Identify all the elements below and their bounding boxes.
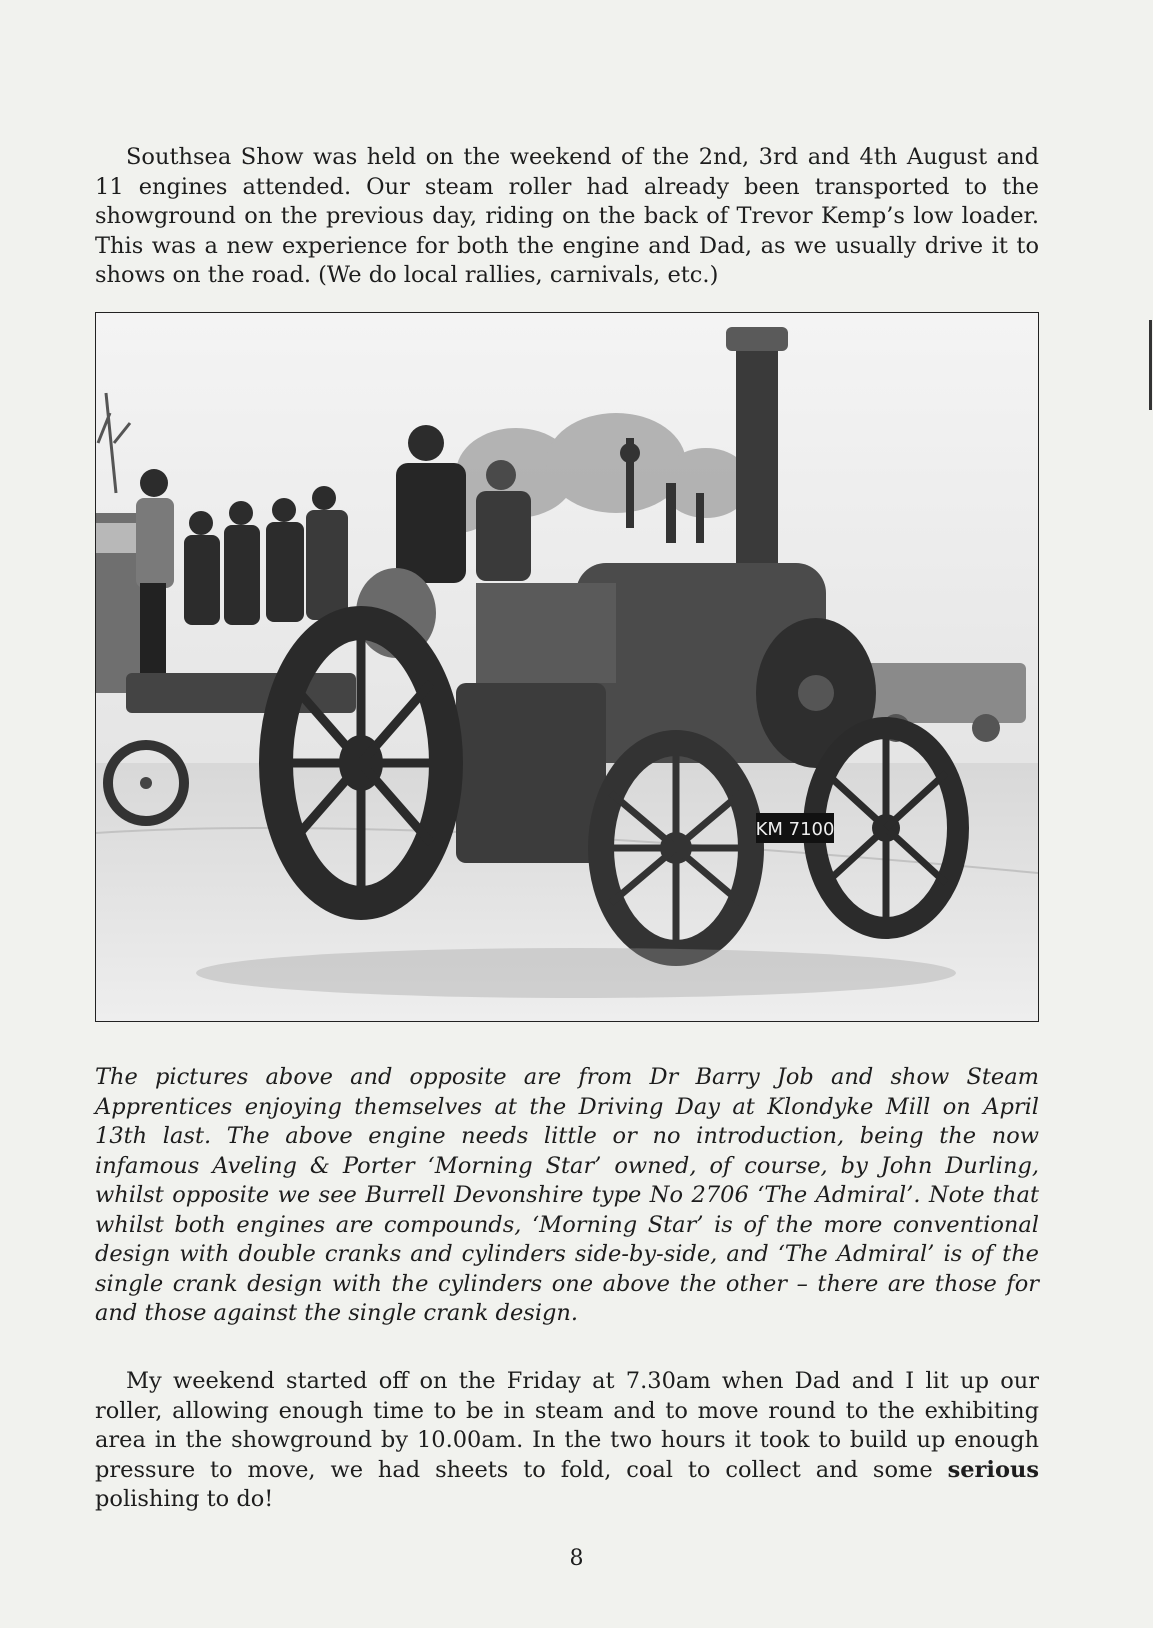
number-plate: KM 7100 — [755, 819, 835, 840]
emphasis-serious: serious — [947, 1456, 1039, 1483]
traction-engine-photo — [95, 312, 1039, 1022]
traction-engine-illustration — [96, 313, 1038, 1021]
photo-caption: The pictures above and opposite are from Dr Barry Job and show Steam Apprentices enjoying themselves at the Driving Day at Klondyke Mill on April 13th last. The above engine needs little or no introduction, being the now infamous Aveling & Porter ‘Morning Star’ owned, of course, by John Durling, whilst opposite we see Burrell Devonshire type No 2706 ‘The Admiral’. Note that whilst both engines are compounds, ‘Morning Star’ is of the more conventional design with double cranks and cylinders side-by-side, and ‘The Admiral’ is of the single crank design with the cylinders one above the other – there are those for and those against the single crank design. — [95, 1064, 1039, 1326]
paragraph-weekend-end-text: polishing to do! — [95, 1486, 274, 1512]
page-number: 8 — [569, 1546, 584, 1571]
paragraph-weekend-start — [95, 1367, 1039, 1515]
scan-edge-mark — [1149, 320, 1152, 410]
paragraph-weekend-start-text: My weekend started off on the Friday at 7.30am when Dad and I lit up our roller, allowing enough time to be in steam and to move round to the exhibiting area in the showground by 10.00am. In the two hours it took to build up enough pressure to move, we had sheets to fold, coal to collect and some — [95, 1368, 1039, 1483]
paragraph-southsea-show: Southsea Show was held on the weekend of the 2nd, 3rd and 4th August and 11 engines attended. Our steam roller had already been transported to the showground on the previous day, riding on the back of Trevor Kemp’s low loader. This was a new experience for both the engine and Dad, as we usually drive it to shows on the road. (We do local rallies, carnivals, etc.) — [95, 144, 1039, 288]
